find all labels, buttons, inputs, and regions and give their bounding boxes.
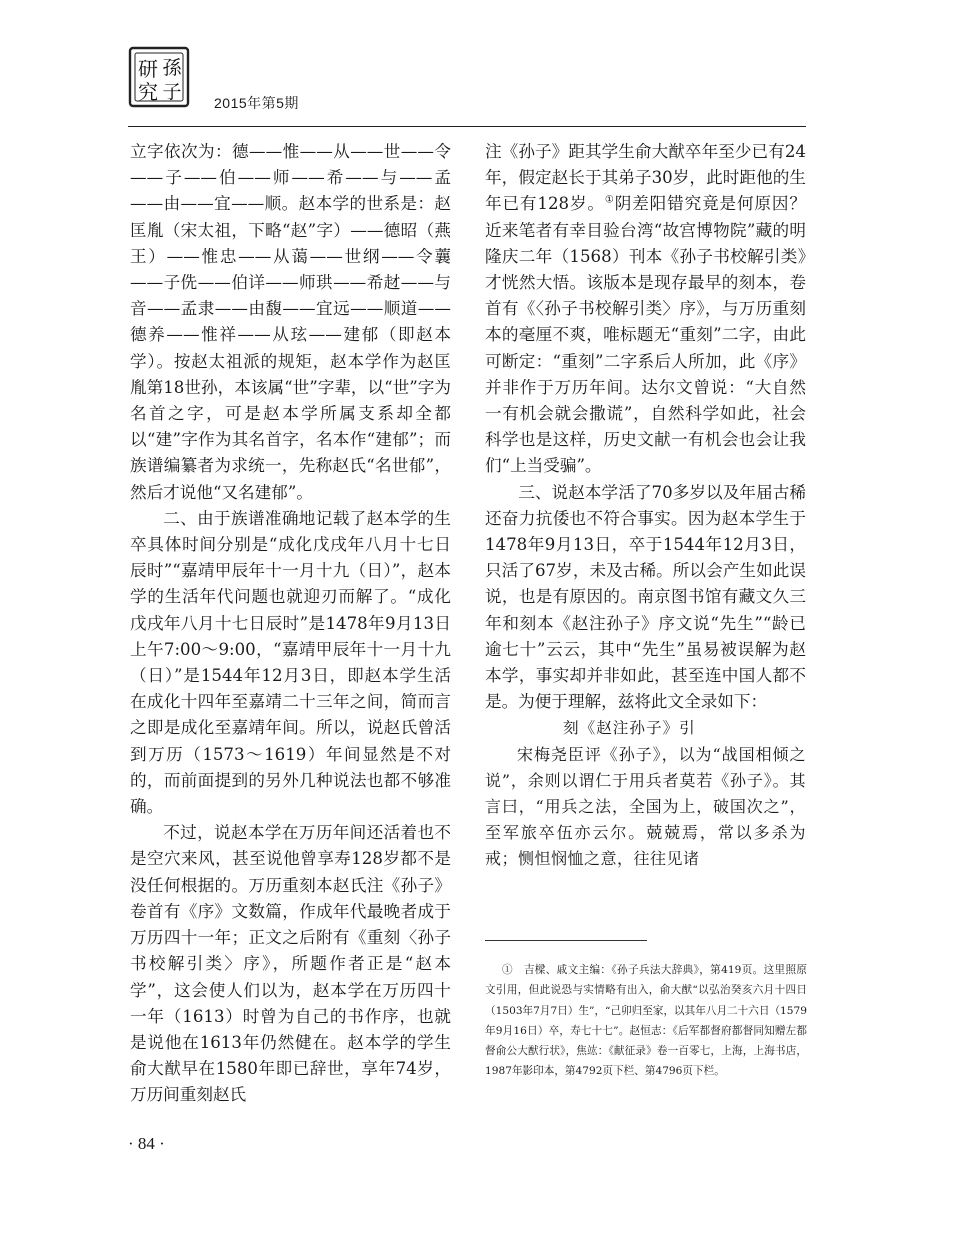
footnote-mark: ① (604, 194, 615, 206)
right-paragraph-2: 三、说赵本学活了70多岁以及年届古稀还奋力抗倭也不符合事实。因为赵本学生于1478年9月13日，卒于1544年12月3日，只活了67岁，未及古稀。所以会产生如此误说，也是有原因的。南京图书馆有藏文久三年和刻本《赵注孙子》序文说“先生”“龄已逾七十”云云，其中“先生”虽易被误解为赵本学，事实却并非如此，甚至连中国人都不是。为便于理解，兹将此文全录如下： (485, 482, 806, 712)
svg-text:研: 研 (138, 57, 158, 81)
left-paragraph-1: 立字依次为：德——惟——从——世——令——子——伯——师——希——与——孟——由——宜——顺。赵本学的世系是：赵匡胤（宋太祖，下略“赵”字）——德昭（燕王）——惟忠——从蔼——世纲——令蘘——子侁——伯详——师珙——希䞗——与音——孟隶——由馥——宜远——顺道——德养——惟祥——从玹——建郁（即赵本学）。按赵太祖派的规矩，赵本学作为赵匡胤第18世孙，本该属“世”字辈，以“世”字为名首之字，可是赵本学所属支系却全都以“建”字作为其名首字，名本作“建郁”；而族谱编纂者为求统一，先称赵氏“名世郁”，然后才说他“又名建郁”。 (130, 142, 451, 502)
svg-text:孫: 孫 (162, 57, 182, 79)
quote-title: 刻《赵注孙子》引 (563, 719, 696, 738)
issue-label: 2015年第5期 (214, 95, 299, 111)
footnote (485, 960, 807, 1082)
footnote-rule (485, 940, 647, 941)
left-column (130, 139, 451, 1109)
header-rule (128, 126, 806, 127)
footnote-text: ① 吉樑、戚文主编：《孙子兵法大辞典》，第419页。这里照原文引用，但此说恐与实情略有出入，俞大猷“以弘治癸亥六月十四日（1503年7月7日）生”，“己卯归至家，以其年八月二十六日（1579年9月16日）卒，寿七十七”。赵恒志：《后军都督府都督同知赠左都督俞公大猷行状》，焦竑：《献征录》卷一百零七，上海，上海书店，1987年影印本，第4792页下栏、第4796页下栏。 (485, 964, 807, 1078)
left-paragraph-2: 二、由于族谱准确地记载了赵本学的生卒具体时间分别是“成化戊戌年八月十七日辰时”“嘉靖甲辰年十一月十九（日）”，赵本学的生活年代问题也就迎刃而解了。“成化戊戌年八月十七日辰时”是1478年9月13日上午7:00～9:00，“嘉靖甲辰年十一月十九（日）”是1544年12月3日，即赵本学生活在成化十四年至嘉靖二十三年之间，简而言之即是成化至嘉靖年间。所以，说赵氏曾活到万历（1573～1619）年间显然是不对的，而前面提到的另外几种说法也都不够准确。 (130, 508, 451, 817)
right-column (485, 139, 806, 873)
quote-text: 宋梅尧臣评《孙子》，以为“战国相倾之说”，余则以谓仁于用兵者莫若《孙子》。其言曰，“用兵之法，全国为上，破国次之”，至军旅卒伍亦云尔。兢兢焉，常以多杀为戒；恻怛悯恤之意，往往见诸 (485, 744, 806, 869)
right-paragraph-1-start: 注《孙子》距其学生俞大猷卒年至少已有24年，假定赵长于其弟子30岁，此时距他的生年已有128岁。 (485, 142, 806, 214)
svg-text:究: 究 (138, 80, 158, 104)
right-paragraph-1-end: 阴差阳错究竟是何原因？近来笔者有幸目验台湾“故宫博物院”藏的明隆庆二年（1568）刊本《孙子书校解引类》才恍然大悟。该版本是现存最早的刻本，卷首有《〈孙子书校解引类〉序》，与万历重刻本的毫厘不爽，唯标题无“重刻”二字，由此可断定：“重刻”二字系后人所加，此《序》并非作于万历年间。达尔文曾说：“大自然一有机会就会撒谎”，自然科学如此，社会科学也是这样，历史文献一有机会也会让我们“上当受骗”。 (485, 194, 806, 476)
right-paragraph-1 (485, 139, 806, 480)
left-paragraph-3: 不过，说赵本学在万历年间还活着也不是空穴来风，甚至说他曾享寿128岁都不是没任何根据的。万历重刻本赵氏注《孙子》卷首有《序》文数篇，作成年代最晚者成于万历四十一年；正文之后附有《重刻〈孙子书校解引类〉序》，所题作者正是“赵本学”，这会使人们以为，赵本学在万历四十一年（1613）时曾为自己的书作序，也就是说他在1613年仍然健在。赵本学的学生俞大猷早在1580年即已辞世，享年74岁，万历间重刻赵氏 (130, 823, 451, 1105)
svg-text:子: 子 (162, 81, 182, 103)
journal-logo (128, 46, 192, 110)
page-number: · 84 · (128, 1134, 165, 1153)
